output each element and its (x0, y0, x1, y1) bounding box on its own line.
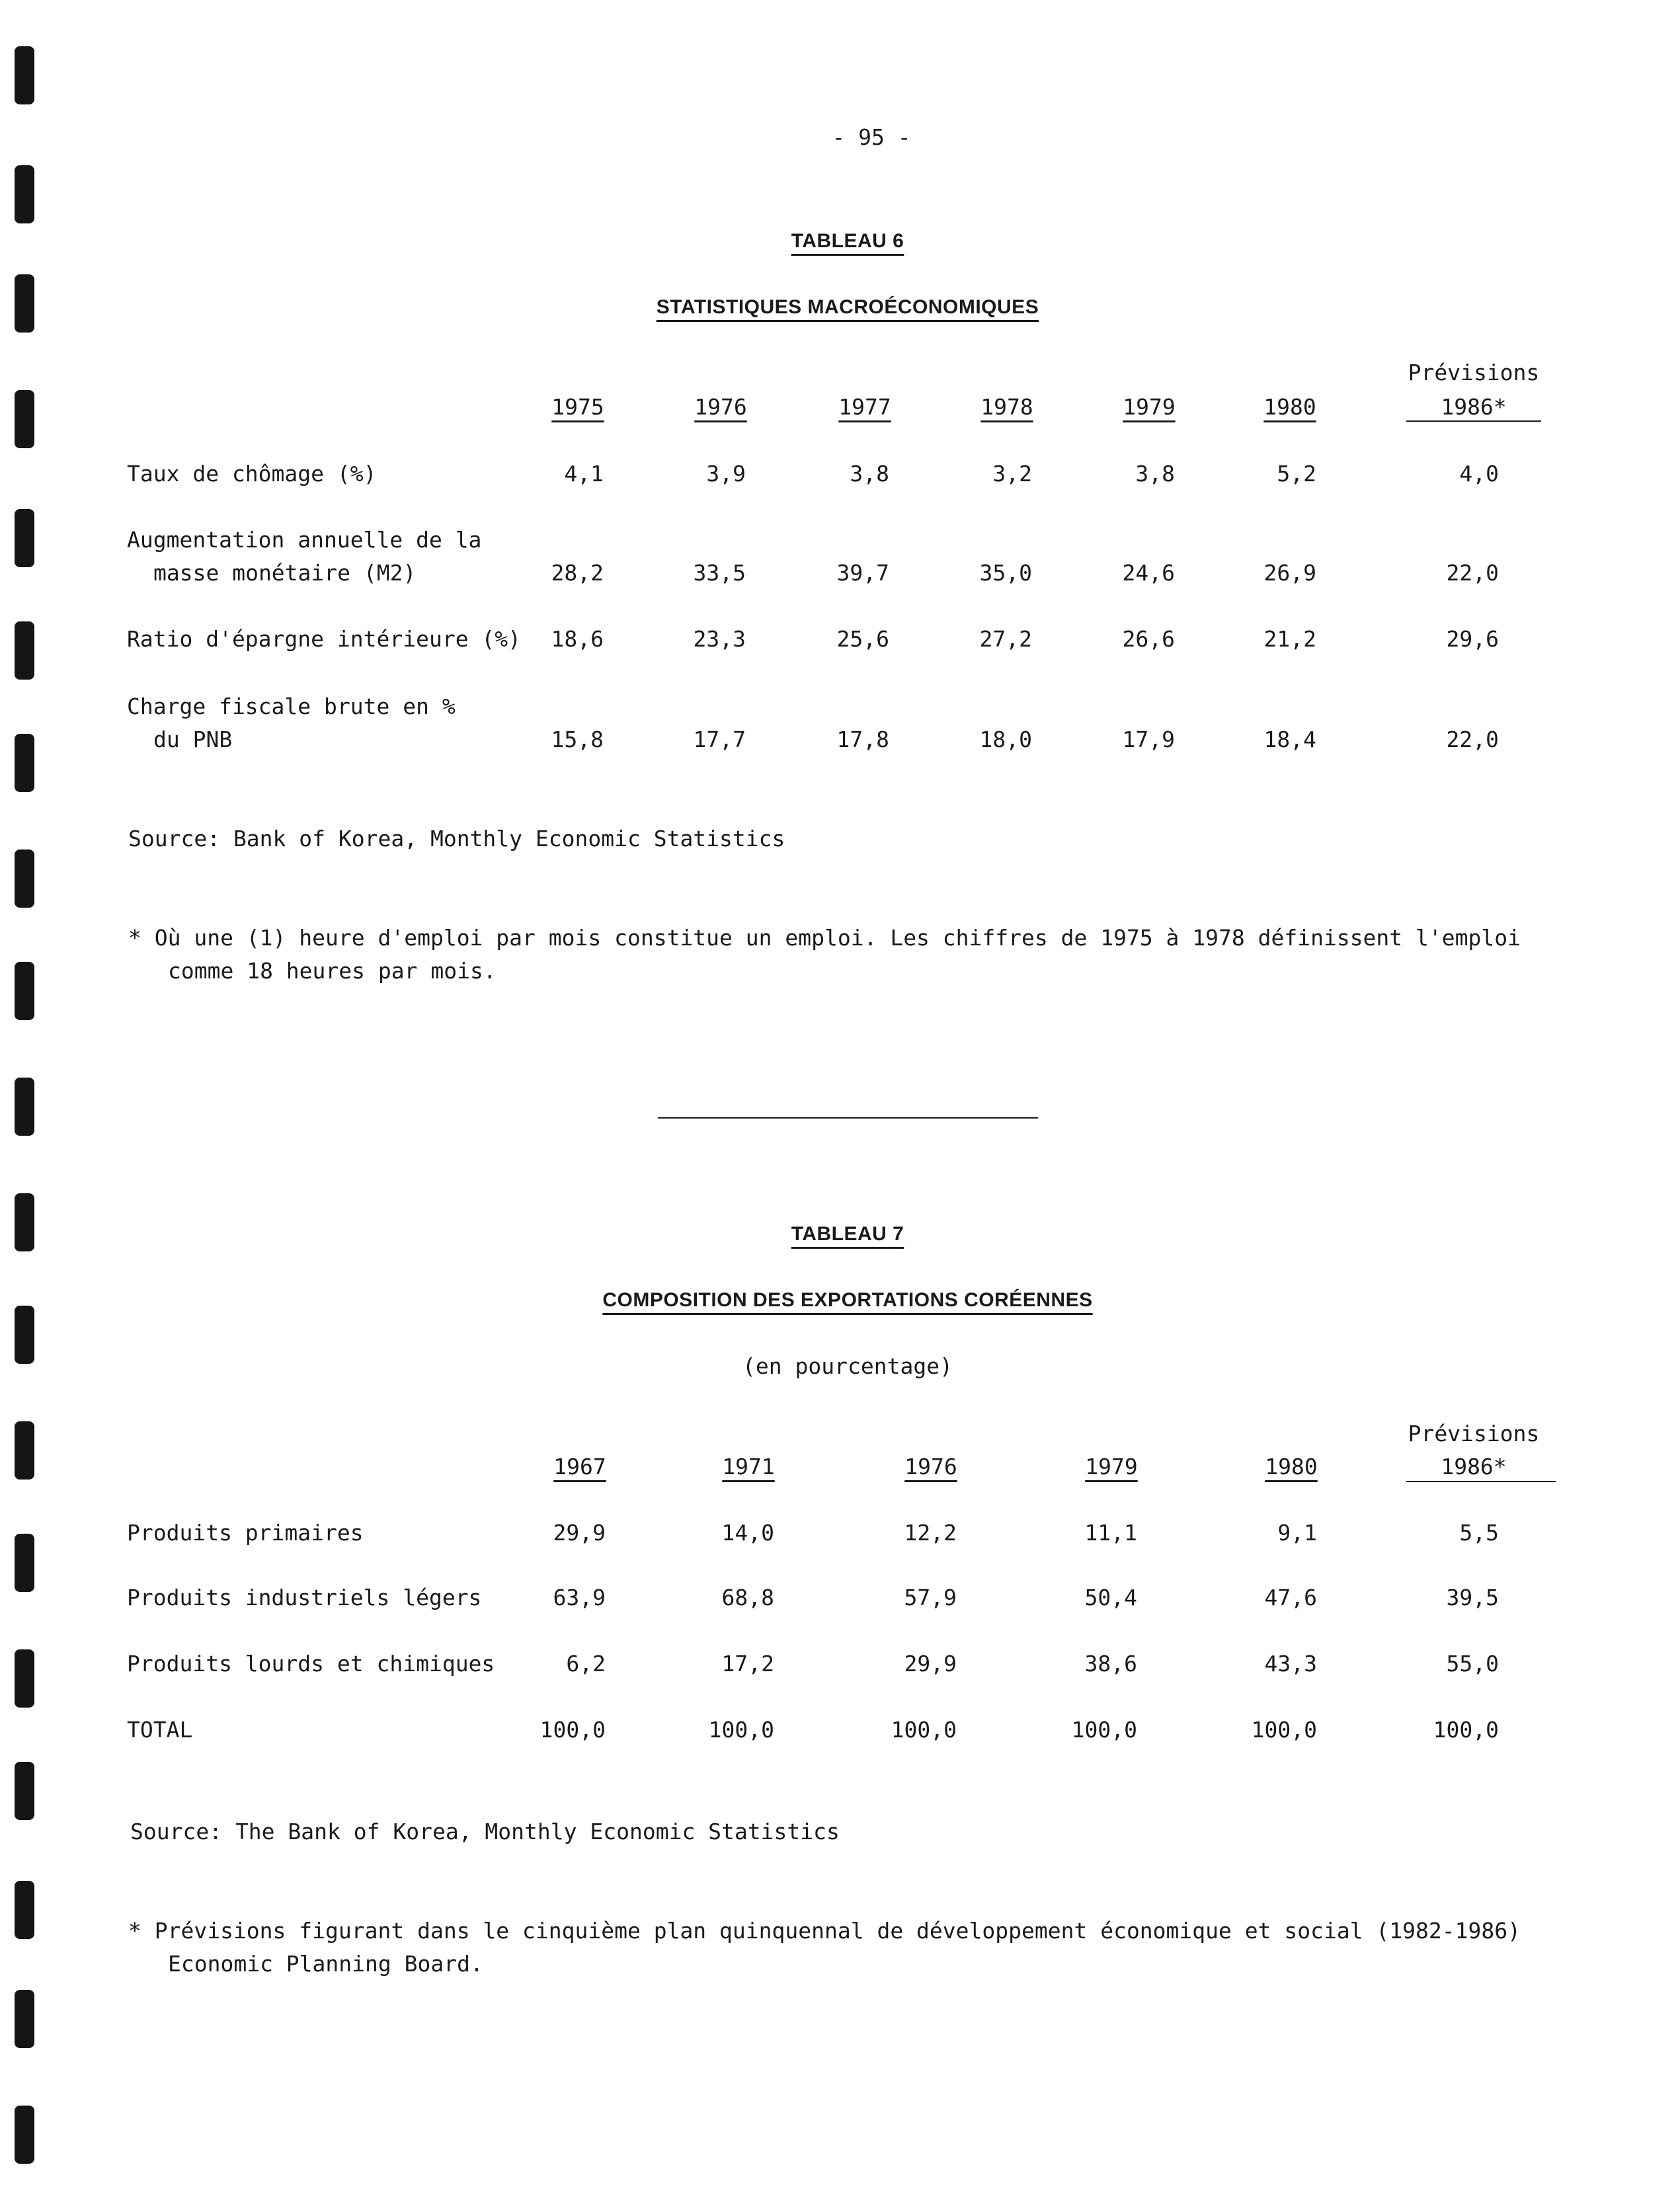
table6-cell: 3,8 (1135, 461, 1175, 487)
table7-cell: 9,1 (1277, 1520, 1317, 1546)
binding-mark (15, 1078, 34, 1136)
table6-cell: 17,8 (836, 727, 889, 752)
binding-mark (15, 734, 34, 792)
table6-cell: 18,4 (1263, 727, 1316, 752)
binding-mark (15, 1534, 34, 1592)
table7-row-label: Produits primaires (127, 1520, 364, 1546)
table6-cell: 3,2 (992, 461, 1032, 487)
table7-subtitle: COMPOSITION DES EXPORTATIONS CORÉENNES (602, 1289, 1093, 1311)
table6-row-label: Augmentation annuelle de la (127, 527, 482, 553)
table6-cell: 5,2 (1277, 461, 1316, 487)
table6-row-label: masse monétaire (M2) (153, 560, 417, 586)
binding-mark (15, 2106, 34, 2164)
table7-cell: 5,5 (1459, 1520, 1499, 1546)
table7-cell: 14,0 (721, 1520, 774, 1546)
table6-year-header: 1979 (1123, 394, 1176, 420)
table7-forecast-year: 1986* (1441, 1454, 1507, 1480)
table7-cell: 17,2 (721, 1651, 774, 1677)
table7-cell: 39,5 (1446, 1585, 1499, 1610)
table7-year-header: 1976 (904, 1454, 957, 1480)
table7-cell: 100,0 (708, 1717, 774, 1743)
table7-year-header: 1967 (553, 1454, 606, 1480)
table6-cell: 17,7 (693, 727, 746, 752)
binding-mark (15, 1306, 34, 1364)
table6-cell: 21,2 (1263, 626, 1316, 652)
table7-cell: 12,2 (904, 1520, 957, 1546)
table6-year-header: 1980 (1263, 394, 1316, 420)
table6-cell: 26,6 (1122, 626, 1175, 652)
binding-mark (15, 621, 34, 680)
table7-cell: 47,6 (1264, 1585, 1317, 1610)
table6-forecast-label: Prévisions (1408, 360, 1540, 385)
table7-row-label: Produits industriels légers (127, 1585, 482, 1610)
table6-cell: 39,7 (836, 560, 889, 586)
table7-row-label: TOTAL (127, 1717, 193, 1743)
binding-mark (15, 962, 34, 1020)
table7-cell: 50,4 (1084, 1585, 1137, 1610)
table6-forecast-year: 1986* (1441, 394, 1507, 420)
table7-cell: 100,0 (1251, 1717, 1317, 1743)
table6-cell: 15,8 (551, 727, 604, 752)
table6-row-label: du PNB (153, 727, 233, 752)
table6-cell: 18,6 (551, 626, 604, 652)
table7-forecast-label: Prévisions (1408, 1421, 1540, 1446)
table6-subtitle: STATISTIQUES MACROÉCONOMIQUES (656, 296, 1039, 318)
table7-unit: (en pourcentage) (742, 1353, 953, 1379)
table7-cell: 29,9 (904, 1651, 957, 1677)
table6-source: Source: Bank of Korea, Monthly Economic Statistics (128, 826, 785, 851)
table7-cell: 100,0 (539, 1717, 606, 1743)
table6-year-header: 1977 (838, 394, 891, 420)
table6-cell: 3,9 (706, 461, 746, 487)
table6-cell: 27,2 (979, 626, 1032, 652)
table6-cell: 4,1 (564, 461, 604, 487)
table7-cell: 43,3 (1264, 1651, 1317, 1677)
table7-year-header: 1979 (1085, 1454, 1138, 1480)
binding-mark (15, 274, 34, 333)
table6-footnote: * Où une (1) heure d'emploi par mois constitue un emploi. Les chiffres de 1975 à 1978 définissent l'emploi (128, 925, 1521, 951)
binding-mark (15, 1881, 34, 1939)
table6-year-header: 1978 (980, 394, 1033, 420)
table6-row-label: Ratio d'épargne intérieure (%) (127, 626, 522, 652)
table6-cell: 25,6 (836, 626, 889, 652)
table7-source: Source: The Bank of Korea, Monthly Economic Statistics (130, 1819, 840, 1844)
table7-cell: 57,9 (904, 1585, 957, 1610)
table7-cell: 63,9 (553, 1585, 606, 1610)
table6-row-label: Taux de chômage (%) (127, 461, 377, 487)
table6-footnote: comme 18 heures par mois. (168, 958, 497, 984)
table7-footnote: Economic Planning Board. (168, 1951, 483, 1977)
table6-forecast-rule (1406, 420, 1541, 422)
table7-row-label: Produits lourds et chimiques (127, 1651, 495, 1677)
table6-cell: 17,9 (1122, 727, 1175, 752)
table7-cell: 100,0 (1433, 1717, 1499, 1743)
table7-cell: 29,9 (553, 1520, 606, 1546)
table6-title: TABLEAU 6 (791, 230, 904, 252)
table6-year-header: 1976 (694, 394, 747, 420)
binding-mark (15, 390, 34, 448)
table6-cell: 4,0 (1459, 461, 1499, 487)
binding-mark (15, 1649, 34, 1708)
table6-row-label: Charge fiscale brute en % (127, 693, 456, 719)
table6-cell: 18,0 (979, 727, 1032, 752)
table6-cell: 29,6 (1446, 626, 1499, 652)
table6-cell: 22,0 (1446, 560, 1499, 586)
table7-cell: 68,8 (721, 1585, 774, 1610)
table6-year-header: 1975 (551, 394, 604, 420)
binding-mark (15, 1193, 34, 1251)
table7-cell: 55,0 (1446, 1651, 1499, 1677)
table7-year-header: 1971 (722, 1454, 775, 1480)
table7-cell: 6,2 (566, 1651, 606, 1677)
page-number: - 95 - (832, 124, 911, 150)
section-divider (658, 1117, 1038, 1119)
binding-mark (15, 509, 34, 567)
table7-cell: 100,0 (1071, 1717, 1137, 1743)
table7-forecast-rule (1406, 1481, 1556, 1482)
binding-mark (15, 1762, 34, 1820)
table7-cell: 11,1 (1084, 1520, 1137, 1546)
table6-cell: 28,2 (551, 560, 604, 586)
table6-cell: 22,0 (1446, 727, 1499, 752)
table6-cell: 23,3 (693, 626, 746, 652)
table7-footnote: * Prévisions figurant dans le cinquième plan quinquennal de développement économique et social (1982-1986) (128, 1918, 1521, 1944)
table7-cell: 38,6 (1084, 1651, 1137, 1677)
table6-cell: 35,0 (979, 560, 1032, 586)
table7-cell: 100,0 (891, 1717, 957, 1743)
table6-cell: 3,8 (850, 461, 889, 487)
table7-year-header: 1980 (1265, 1454, 1318, 1480)
table6-cell: 24,6 (1122, 560, 1175, 586)
table6-cell: 33,5 (693, 560, 746, 586)
binding-mark (15, 1421, 34, 1480)
table6-cell: 26,9 (1263, 560, 1316, 586)
binding-mark (15, 849, 34, 908)
binding-mark (15, 1990, 34, 2048)
binding-mark (15, 165, 34, 223)
binding-mark (15, 46, 34, 104)
table7-title: TABLEAU 7 (791, 1223, 904, 1245)
